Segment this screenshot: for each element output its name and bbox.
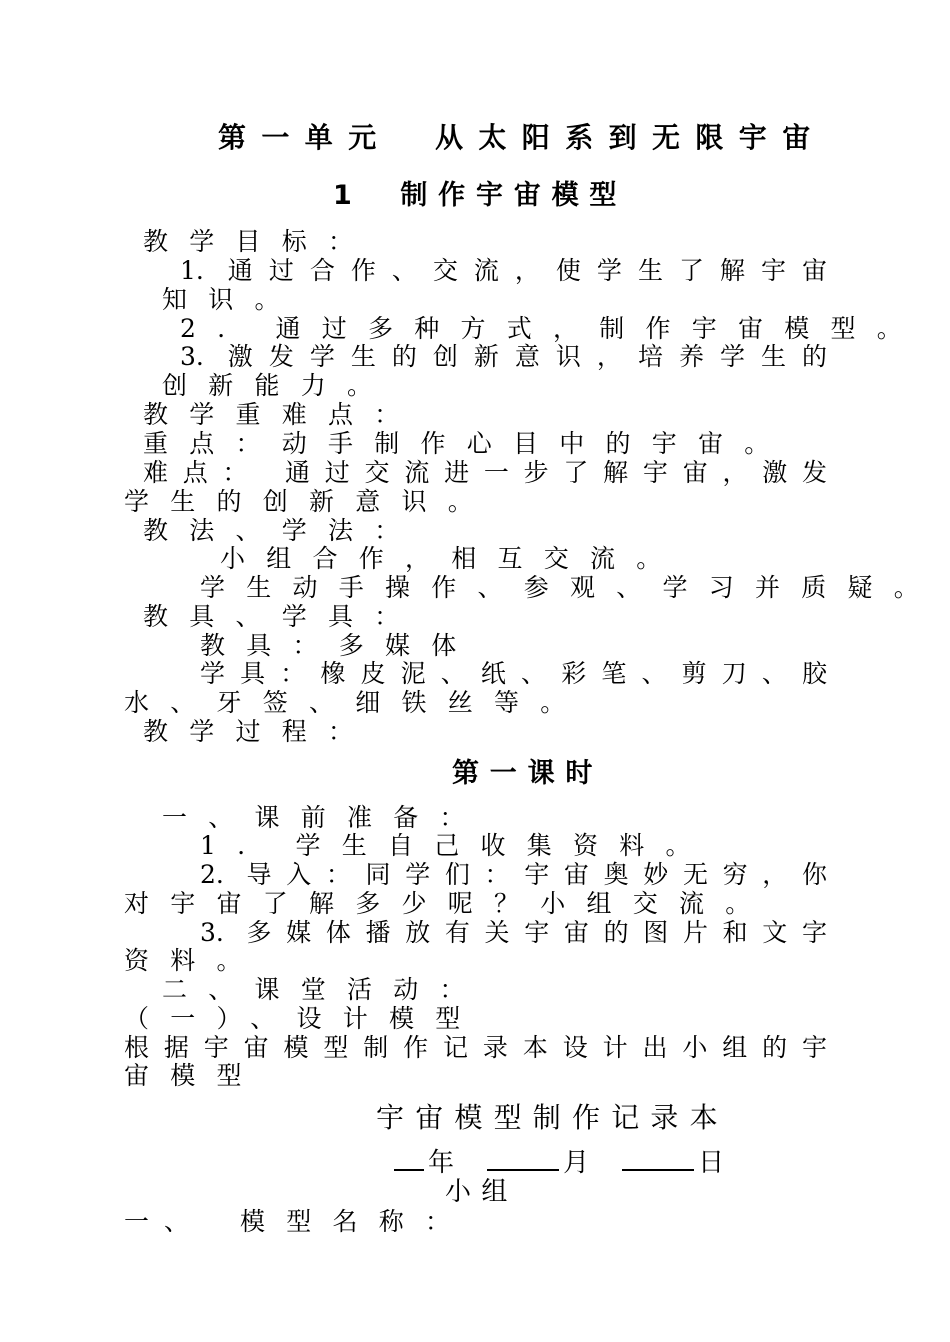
objective-3: 3. 激发学生的创新意识，培养学生的	[180, 342, 827, 371]
objective-1: 1. 通过合作、交流，使学生了解宇宙	[180, 256, 827, 285]
methods-heading: 教法、学法：	[143, 516, 421, 545]
key-point: 重点：动手制作心目中的宇宙。	[143, 429, 791, 458]
difficult-point-cont: 学生的创新意识。	[124, 487, 495, 516]
prep-item-2: 2. 导入：同学们：宇宙奥妙无穷，你	[200, 860, 827, 889]
unit-title: 第一单元 从太阳系到无限宇宙	[218, 121, 826, 154]
record-item-1-number: 一、	[124, 1207, 205, 1236]
prep-item-3: 3. 多媒体播放有关宇宙的图片和文字	[200, 918, 827, 947]
year-blank[interactable]	[394, 1145, 424, 1171]
period-title: 第一课时	[452, 758, 604, 789]
objectives-heading: 教学目标：	[143, 227, 375, 256]
method-1: 小组合作，相互交流。	[220, 544, 683, 573]
activity-heading: 二、课堂活动：	[162, 975, 486, 1004]
method-2: 学生动手操作、参观、学习并质疑。	[200, 573, 941, 602]
record-title: 宇宙模型制作记录本	[376, 1101, 729, 1134]
prep-item-1: 1. 学生自己收集资料。	[200, 831, 712, 860]
teacher-tools: 教具：多媒体	[200, 631, 478, 660]
year-label: 年	[428, 1148, 465, 1178]
lesson-title: 1 制作宇宙模型	[333, 180, 628, 211]
activity-desc-cont: 宙模型	[124, 1061, 263, 1090]
student-tools-cont: 水、牙签、细铁丝等。	[124, 688, 587, 717]
activity-sub-1: （一）、设计模型	[124, 1004, 482, 1033]
month-label: 月	[563, 1148, 600, 1178]
student-tools: 学具：橡皮泥、纸、彩笔、剪刀、胶	[200, 659, 827, 688]
day-blank[interactable]	[622, 1145, 694, 1171]
record-item-1-label: 模型名称：	[240, 1207, 472, 1236]
month-blank[interactable]	[487, 1145, 559, 1171]
prep-heading: 一、课前准备：	[162, 803, 486, 832]
prep-item-2-cont: 对宇宙了解多少呢？小组交流。	[124, 889, 772, 918]
tools-heading: 教具、学具：	[143, 602, 421, 631]
difficult-point: 难点： 通过交流进一步了解宇宙，激发	[143, 458, 827, 487]
objective-3-cont: 创新能力。	[162, 371, 394, 400]
activity-desc: 根据宇宙模型制作记录本设计出小组的宇	[124, 1033, 827, 1062]
record-group: 小组	[445, 1177, 518, 1207]
prep-item-3-cont: 资料。	[124, 946, 263, 975]
key-points-heading: 教学重难点：	[143, 400, 421, 429]
process-heading: 教学过程：	[143, 717, 375, 746]
day-label: 日	[698, 1148, 735, 1178]
objective-2: 2. 通过多种方式，制作宇宙模型。	[180, 314, 924, 343]
objective-1-cont: 知识。	[162, 285, 301, 314]
record-date	[390, 1145, 735, 1179]
